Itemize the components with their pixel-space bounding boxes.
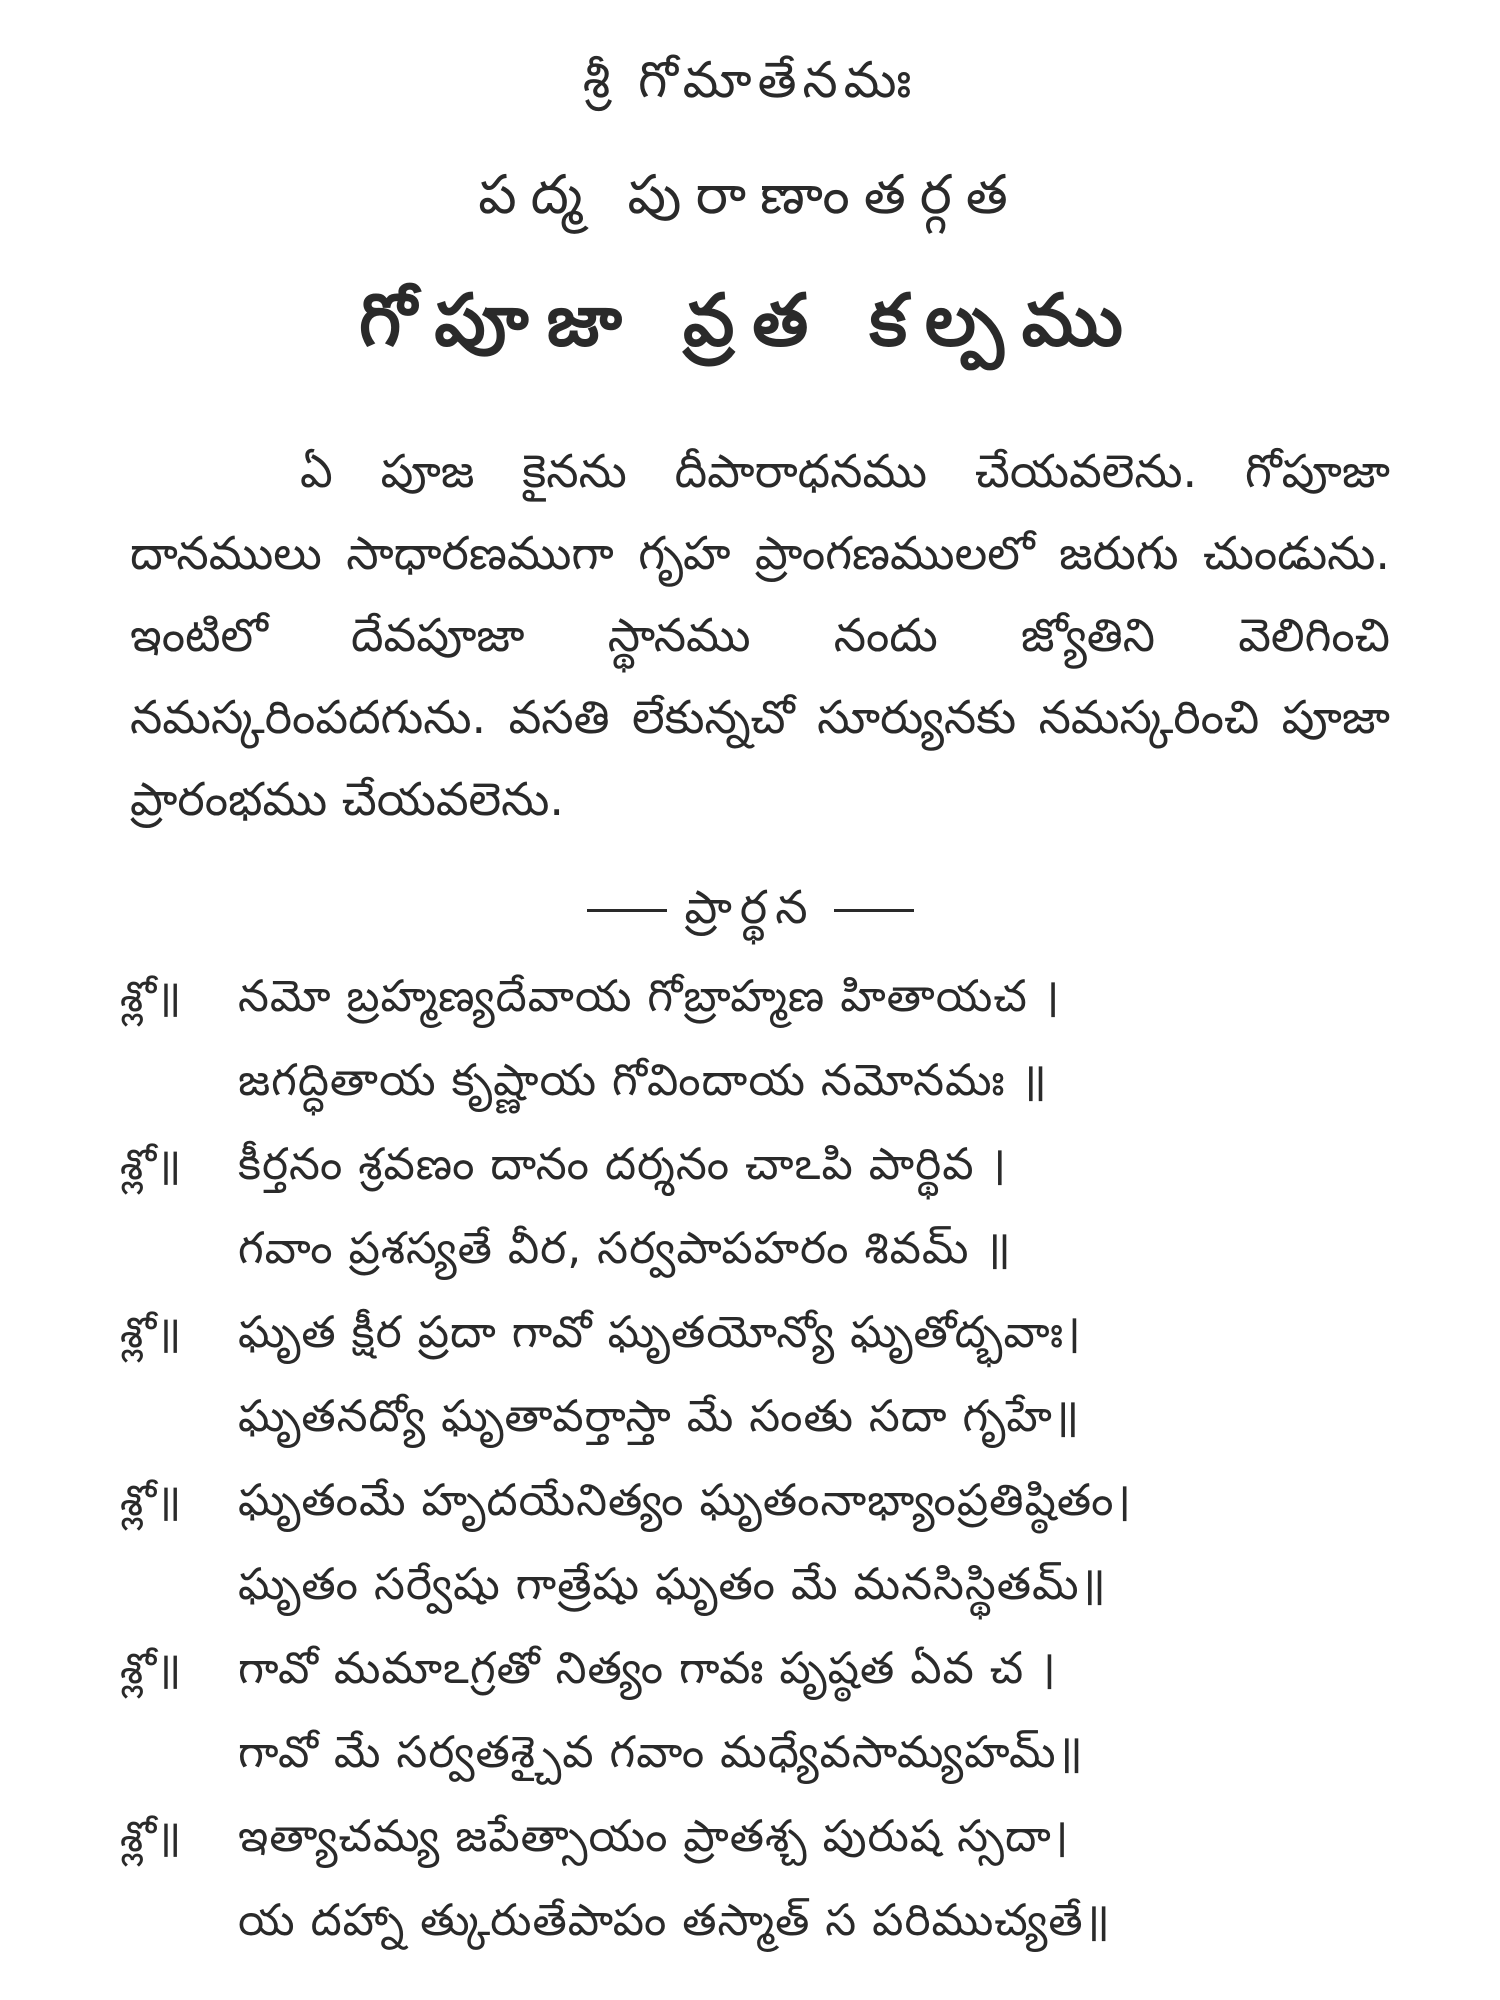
verse-item [120,1123,1400,1291]
verse-item [120,1627,1400,1795]
section-heading [0,872,1500,942]
invocation-heading: శ్రీ గోమాతేనమః [582,51,918,109]
subtitle: పద్మ పురాణాంతర్గత [478,163,1022,226]
verse-lines [238,1459,1400,1627]
verse-line: ఘృతంమే హృదయేనిత్యం ఘృతంనాభ్యాంప్రతిష్ఠితం। [238,1475,1133,1526]
verse-line: ఘృతనద్యో ఘృతావర్తాస్తా మే సంతు సదా గృహే॥ [238,1391,1081,1442]
heading-dash-left [587,909,667,912]
verse-line: కీర్తనం శ్రవణం దానం దర్శనం చాఽపి పార్థివ । [238,1139,1008,1190]
verse-lines [238,955,1400,1123]
verse-list [120,955,1400,1963]
verse-line: గావో మే సర్వతశ్చైవ గవాం మధ్యేవసామ్యహమ్॥ [238,1727,1084,1778]
verse-marker: శ్లో॥ [120,1308,182,1357]
verse-line: య దహ్నా త్కురుతేపాపం తస్మాత్ స పరిముచ్యతే॥ [238,1895,1112,1946]
verse-line: ఘృత క్షీర ప్రదా గావో ఘృతయోన్యో ఘృతోద్భవాః। [238,1307,1082,1358]
verse-line: గావో మమాఽగ్రతో నిత్యం గావః పృష్ఠత ఏవ చ । [238,1643,1057,1694]
verse-marker: శ్లో॥ [120,1140,182,1189]
intro-paragraph: ఏ పూజ కైనను దీపారాధనము చేయవలెను. గోపూజా దానములు సాధారణముగా గృహ ప్రాంగణములలో జరుగు చుండును. ఇంటిలో దేవపూజా స్థానము నందు జ్యోతిని వెలిగించి నమస్కరింపదగును. వసతి లేకున్నచో సూర్యునకు నమస్కరించి పూజా ప్రారంభము చేయవలెను. [130,444,1390,826]
verse-item [120,1291,1400,1459]
verse-item [120,955,1400,1123]
verse-lines [238,1123,1400,1291]
verse-marker: శ్లో॥ [120,1644,182,1693]
verse-line: ఘృతం సర్వేషు గాత్రేషు ఘృతం మే మనసిస్థితమ్॥ [238,1559,1107,1610]
page-title: గోపూజా వ్రత కల్పము [359,278,1141,362]
verse-marker: శ్లో॥ [120,1812,182,1861]
verse-line: గవాం ప్రశస్యతే వీర, సర్వపాపహరం శివమ్ ॥ [238,1223,1012,1274]
verse-lines [238,1291,1400,1459]
verse-lines [238,1795,1400,1963]
verse-marker: శ్లో॥ [120,1476,182,1525]
verse-item [120,1795,1400,1963]
verse-line: జగద్ధితాయ కృష్ణాయ గోవిందాయ నమోనమః ॥ [238,1055,1048,1106]
verse-line: ఇత్యాచమ్య జపేత్సాయం ప్రాతశ్చ పురుష స్సదా। [238,1811,1070,1862]
verse-marker: శ్లో॥ [120,972,182,1021]
section-heading-text: ప్రార్థన [684,880,816,934]
heading-dash-right [834,909,914,912]
verse-item [120,1459,1400,1627]
verse-line: నమో బ్రహ్మణ్యదేవాయ గోబ్రాహ్మణ హితాయచ । [238,971,1061,1022]
verse-lines [238,1627,1400,1795]
